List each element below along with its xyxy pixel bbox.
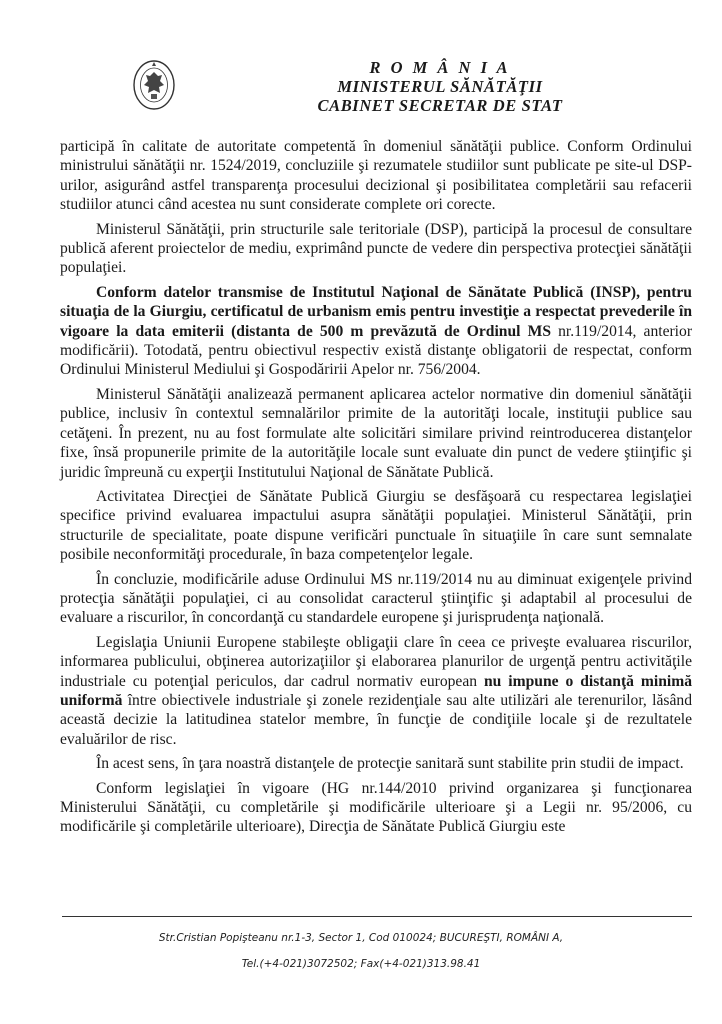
paragraph: participă în calitate de autoritate competentă în domeniul sănătăţii publice. Conform Ordinului ministrului sănătăţii nr. 1524/2019, concluziile şi rezumatele studiilor sunt publicate pe site-ul DSP-urilor, asigurând astfel transparenţa procesului decizional şi posibilitatea completării sau refacerii studiilor atunci când acestea nu sunt considerate complete ori corecte. [60, 138, 692, 214]
paragraph [60, 283, 692, 380]
paragraph: Activitatea Direcţiei de Sănătate Publică Giurgiu se desfăşoară cu respectarea legislaţiei specifice privind evaluarea impactului asupra sănătăţii populaţiei. Ministerul Sănătăţii, prin structurile de specialitate, poate dispune verificări punctuale în situaţiile în care sunt semnalate posibile neconformităţi procedurale, în baza competenţelor legale. [60, 487, 692, 564]
ministry-name: MINISTERUL SĂNĂTĂŢII [337, 77, 543, 96]
bold-text: Conform datelor transmise de Institutul Naţional de Sănătate Publică (INSP), pentru situaţia de la Giurgiu, certificatul de urbanism emis pentru investiţie a respectat prevederile în vigoare la data emiterii (distanta de 500 m prevăzută de Ordinul MS [60, 283, 692, 340]
paragraph: În acest sens, în ţara noastră distanţele de protecţie sanitară sunt stabilite prin studii de impact. [96, 755, 684, 773]
bold-text: nu impune o distanţă minimă uniformă [60, 672, 692, 709]
government-seal-icon [132, 56, 176, 112]
footer-divider [62, 916, 692, 917]
cabinet-name: CABINET SECRETAR DE STAT [317, 96, 563, 115]
paragraph: Conform legislaţiei în vigoare (HG nr.144/2010 privind organizarea şi funcţionarea Ministerului Sănătăţii, cu completările şi modificările ulterioare şi a Legii nr. 95/2006, cu modificările şi completările ulterioare), Direcţia de Sănătate Publică Giurgiu este [60, 779, 692, 836]
paragraph: Ministerul Sănătăţii, prin structurile sale teritoriale (DSP), participă la procesul de consultare publică aferent proiectelor de mediu, exprimând puncte de vedere din perspectiva protecţiei sănătăţii populaţiei. [60, 220, 692, 277]
paragraph-text: Legislaţia Uniunii Europene stabileşte obligaţii clare în ceea ce priveşte evaluarea riscurilor, informarea publicului, obţinerea autorizaţiilor şi elaborarea planurilor de urgenţă pentru activităţile industriale cu potenţial periculos, dar cadrul normativ european [60, 633, 692, 690]
paragraph: În concluzie, modificările aduse Ordinului MS nr.119/2014 nu au diminuat exigenţele privind protecţia sănătăţii populaţiei, ci au consolidat caracterul ştiinţific şi adaptabil al procesului de evaluare a riscurilor, în concordanţă cu standardele europene şi jurisprudenţa naţională. [60, 570, 692, 627]
letter-body [60, 137, 692, 842]
footer-address: Str.Cristian Popişteanu nr.1-3, Sector 1, Cod 010024; BUCUREŞTI, ROMÂNI A, [158, 932, 564, 944]
paragraph: Ministerul Sănătăţii analizează permanent aplicarea actelor normative din domeniul sănătăţii publice, inclusiv în contextul semnalărilor primite de la autorităţi locale, instituţii publice sau cetăţeni. În prezent, nu au fost formulate alte solicitări similare privind reintroducerea distanţelor fixe, însă propunerile primite de la autorităţile locale sunt evaluate din punct de vedere ştiinţific şi juridic împreună cu experţii Institutului Naţional de Sănătate Publică. [60, 385, 692, 481]
footer [0, 916, 722, 976]
country-name: R O M Â N I A [369, 58, 511, 77]
paragraph [60, 633, 692, 749]
paragraph-text: nr.119/2014, anterior modificării). Totodată, pentru obiectivul respectiv există distanţe obligatorii de respectat, conform Ordinului Ministerul Mediului şi Gospodăririi Apelor nr. 756/2004. [60, 322, 693, 379]
footer-contact: Tel.(+4-021)3072502; Fax(+4-021)313.98.41 [241, 958, 481, 970]
paragraph-text: între obiectivele industriale şi zonele rezidenţiale sau alte utilizări ale terenurilor, lăsând această decizie la latitudinea statelor membre, în funcţie de condiţiile locale şi de rezultatele evaluărilor de risc. [60, 691, 692, 748]
letterhead-title [250, 58, 630, 115]
